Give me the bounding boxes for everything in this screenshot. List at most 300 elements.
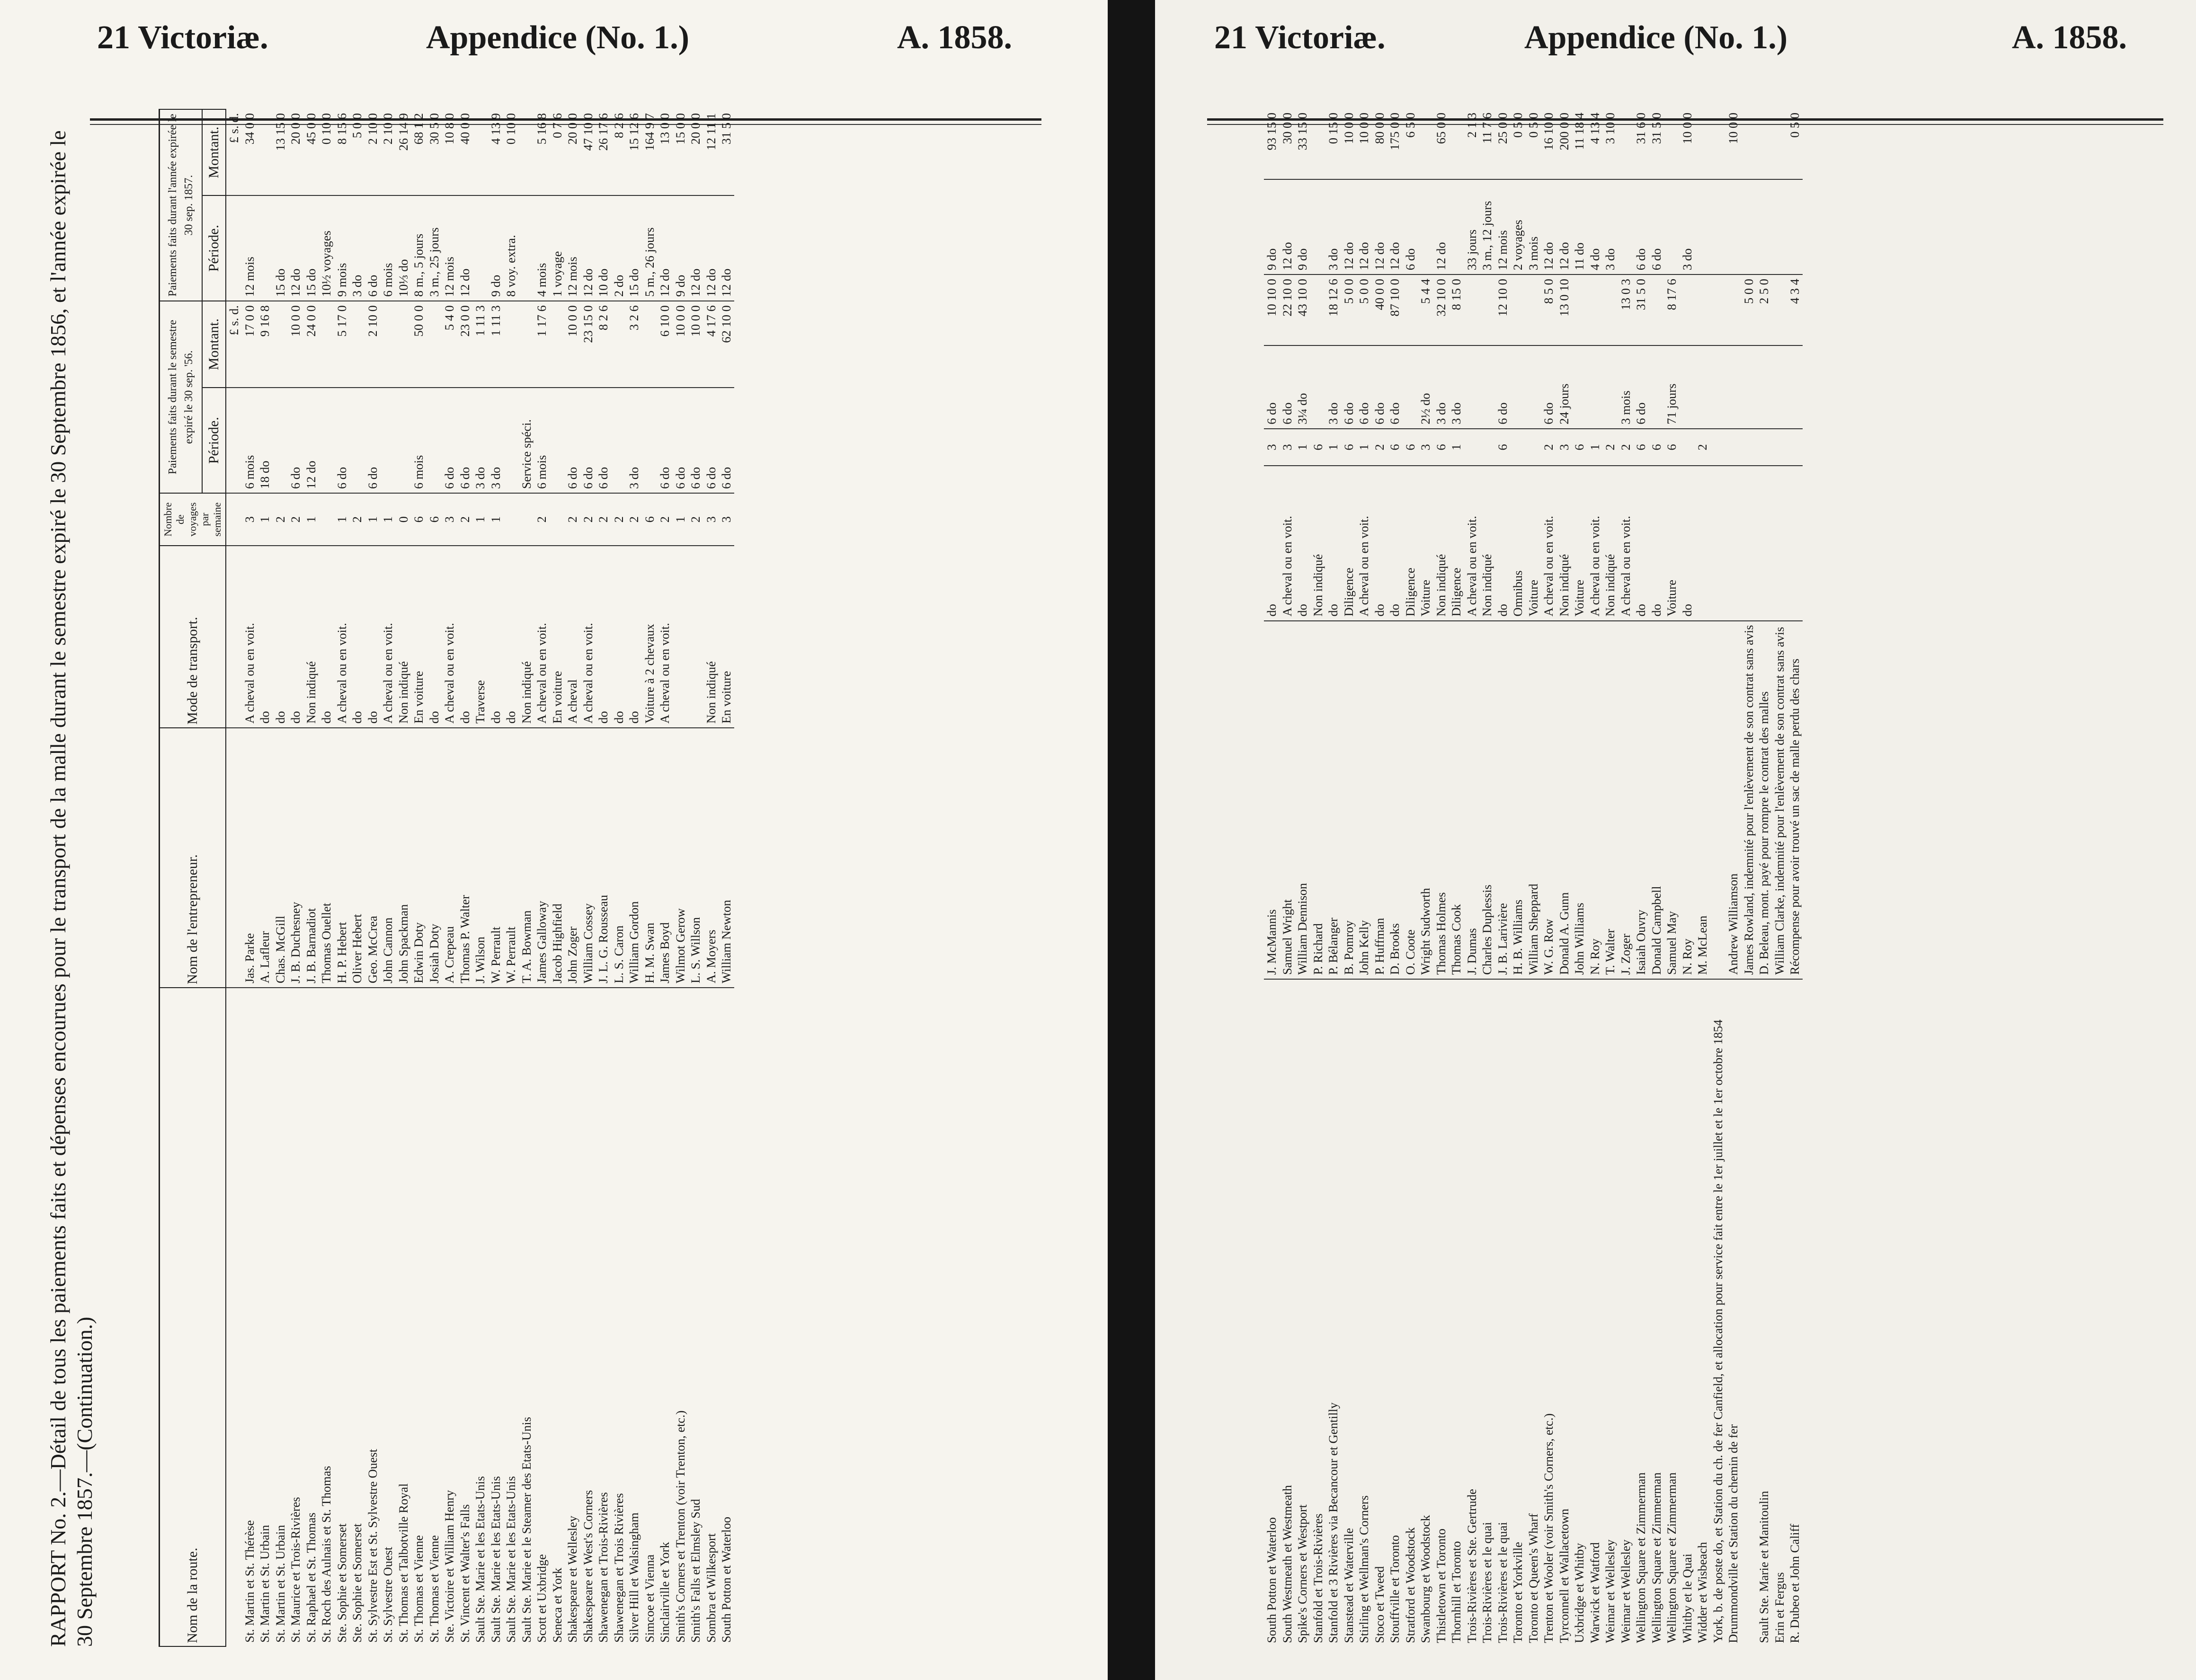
transport-mode [1695,466,1710,620]
right-header-appendix: Appendice (No. 1.) [1524,19,1788,56]
contractor-name: W. Perrault [488,728,504,988]
transport-mode: Non indiqué [396,546,411,728]
contractor-name: D. Beleau, mont. payé pour rompre le contrat des malles [1756,621,1772,979]
contractor-name: A. Crepeau [442,728,457,988]
amount-1856 [396,301,411,388]
route-name: Drummondville et Station du chemin de fer [1726,1424,1740,1643]
trips-per-week [1526,429,1541,466]
table-row [657,109,673,1646]
amount-1856: 8 2 6 [596,301,611,388]
trips-per-week: 6 [1341,429,1357,466]
amount-1856 [349,301,365,388]
period-1857: 12 do [1280,179,1295,274]
trips-per-week [1756,429,1772,466]
contractor-name: Charles Duplessis [1479,621,1495,979]
trips-per-week: 3 [442,493,457,546]
period-1856 [1756,345,1772,429]
route-name: Ste. Sophie et Somerset [334,1523,349,1643]
period-1856 [1741,345,1757,429]
route-name: St. Martin et St. Thérèse [242,1520,257,1643]
amount-1856: 5 0 0 [1356,274,1372,345]
period-1856 [1526,345,1541,429]
transport-mode: do [319,546,334,728]
contractor-name: A. Lafleur [257,728,273,988]
amount-1857: 0 7 6 [550,109,565,195]
period-1856: Service spéci. [519,388,534,493]
report-title [45,109,98,1647]
contractor-name: Oliver Hebert [349,728,365,988]
trips-per-week [1787,429,1803,466]
period-1856: 3 do [472,388,488,493]
period-1857 [1449,179,1464,274]
transport-mode: Voiture [1572,466,1587,620]
contractor-name: J. B. Larivière [1495,621,1511,979]
amount-1856 [1695,274,1710,345]
amount-1856 [1587,274,1603,345]
table-row [1356,109,1372,1647]
amount-1856: 17 0 0 [242,301,258,388]
period-1857: 8 m., 5 jours [411,195,427,301]
period-1856: 6 do [457,388,473,493]
trips-per-week [1741,429,1757,466]
amount-1856 [1310,274,1326,345]
table-row [365,109,381,1646]
period-1856: 6 do [580,388,596,493]
route-name: R. Dubeo et John Califf [1787,1524,1802,1643]
period-1857 [1418,179,1433,274]
trips-per-week: 6 [1664,429,1680,466]
amount-1857: 3 10 0 [1602,109,1618,179]
period-1857: 6 mois [380,195,396,301]
amount-1856 [1479,274,1495,345]
period-1857 [1310,179,1326,274]
transport-mode: Non indiqué [303,546,319,728]
period-1856 [1572,345,1587,429]
table-row [673,109,688,1646]
route-name: Shawenegan et Trois-Rivières [596,1492,610,1643]
table-row [1649,109,1664,1647]
trips-per-week: 1 [257,493,273,546]
route-name: St. Martin et St. Urbain [258,1525,272,1643]
period-1856: 6 do [1633,345,1649,429]
table-row [442,109,457,1646]
route-name: South Westmeath et Westmeath [1280,1485,1294,1643]
route-name: Swanbourg et Woodstock [1418,1515,1432,1643]
period-1856: 24 jours [1556,345,1572,429]
period-1857 [1695,179,1710,274]
amount-1856: 10 0 0 [673,301,688,388]
contractor-name: H. P. Hebert [334,728,350,988]
amount-1857: 31 5 0 [1649,109,1664,179]
period-1857: 3 do [1325,179,1341,274]
col-trips: Nombre de voyages par semaine [160,493,226,546]
amount-1857: 200 0 0 [1556,109,1572,179]
period-1856: 3 mois [1618,345,1634,429]
contractor-name: Samuel May [1664,621,1680,979]
transport-mode: Voiture [1526,466,1541,620]
period-1857: 9 mois [334,195,350,301]
route-name: Trois-Rivières et Ste. Gertrude [1464,1489,1479,1643]
contractor-name: O. Coote [1403,621,1418,979]
amount-1856: 5 0 0 [1341,274,1357,345]
period-1857 [472,195,488,301]
contractor-name: D. Brooks [1387,621,1403,979]
table-row [1710,109,1726,1647]
transport-mode: Diligence [1341,466,1357,620]
trips-per-week: 0 [396,493,411,546]
amount-1857: 26 14 9 [396,109,411,195]
period-1857: 2 do [611,195,627,301]
route-name: St. Thomas et Vienne [411,1535,426,1643]
route-name: Toronto et Queen's Wharf [1526,1513,1540,1643]
transport-mode: Traverse [472,546,488,728]
table-row [1387,109,1403,1647]
table-row [1664,109,1680,1647]
period-1856: 6 mois [411,388,427,493]
left-header-year: A. 1858. [897,19,1013,56]
transport-mode: do [1264,466,1280,620]
period-1856 [1649,345,1664,429]
route-name: St. Martin et St. Urbain [273,1525,287,1643]
amount-1857: 11 18 4 [1572,109,1587,179]
period-1857: 15 do [303,195,319,301]
transport-mode [673,546,688,728]
contractor-name: T. Walter [1602,621,1618,979]
table-row [1756,109,1772,1647]
contractor-name: Wilmot Gerow [673,728,688,988]
transport-mode: do [1633,466,1649,620]
contractor-name: Chas. McGill [273,728,288,988]
trips-per-week [503,493,519,546]
currency-unit-2: £ s. d. [226,109,242,195]
period-1856: 12 do [303,388,319,493]
amount-1857: 40 0 0 [457,109,473,195]
transport-mode: do [596,546,611,728]
transport-mode: Voiture à 2 chevaux [642,546,658,728]
table-row [703,109,719,1646]
transport-mode: A cheval ou en voit. [534,546,550,728]
amount-1857: 80 0 0 [1372,109,1387,179]
route-name: Seneca et York [550,1567,564,1643]
trips-per-week: 2 [611,493,627,546]
table-row [534,109,550,1646]
route-name [1741,979,1757,1647]
route-name: St. Maurice et Trois-Rivières [288,1497,302,1643]
period-1857: 33 jours [1464,179,1480,274]
amount-1856 [1725,274,1741,345]
trips-per-week: 6 [1403,429,1418,466]
period-1856 [1787,345,1803,429]
transport-mode: do [611,546,627,728]
period-1857: 3 do [349,195,365,301]
trips-per-week: 2 [457,493,473,546]
trips-per-week: 3 [1264,429,1280,466]
amount-1856: 8 17 6 [1664,274,1680,345]
amount-1857: 68 1 2 [411,109,427,195]
contractor-name: Geo. McCrea [365,728,381,988]
left-header-regnal: 21 Victoriæ. [97,19,268,56]
period-1857: 11 do [1572,179,1587,274]
trips-per-week: 1 [1449,429,1464,466]
period-1856: 18 do [257,388,273,493]
route-name: St. Vincent et Walter's Falls [457,1504,472,1643]
trips-per-week: 1 [365,493,381,546]
amount-1856 [1772,274,1787,345]
amount-1857: 4 13 9 [488,109,504,195]
route-name: St. Sylvestre Est et St. Sylvestre Ouest [365,1449,380,1643]
period-1856 [1602,345,1618,429]
contractor-name: John Cannon [380,728,396,988]
contractor-name: Wright Sudworth [1418,621,1433,979]
period-1856: 6 do [1356,345,1372,429]
contractor-name: William Gordon [626,728,642,988]
table-row [1725,109,1741,1647]
table-row [303,109,319,1646]
amount-1856: 32 10 0 [1433,274,1449,345]
amount-1857: 13 15 0 [273,109,288,195]
transport-mode: do [1372,466,1387,620]
trips-per-week: 1 [1295,429,1310,466]
period-1857: 12 mois [442,195,457,301]
period-1856: 6 do [1541,345,1556,429]
contractor-name: Edwin Doty [411,728,427,988]
period-1857 [1741,179,1757,274]
period-1857 [1710,179,1726,274]
table-row [1264,109,1280,1647]
period-1857: 12 do [288,195,303,301]
book-gutter [1108,0,1155,1680]
period-1856: 3 do [1325,345,1341,429]
contractor-name: William Clarke, indemnité pour l'enlèvement de son contrat sans avis [1772,621,1787,979]
trips-per-week: 2 [688,493,703,546]
amount-1857: 11 7 6 [1479,109,1495,179]
contractor-name: William Newton [719,728,734,988]
transport-mode: do [1495,466,1511,620]
period-1857: 6 do [365,195,381,301]
amount-1856 [1680,274,1695,345]
period-1856 [611,388,627,493]
period-1857: 2 voyages [1510,179,1526,274]
table-row [1618,109,1634,1647]
table-row [1449,109,1464,1647]
route-name: Trois-Rivières et le quai [1480,1522,1494,1643]
amount-1857 [257,109,273,195]
trips-per-week [550,493,565,546]
route-name: Wellington Square et Zimmerman [1634,1472,1648,1643]
currency-unit-1: £ s. d. [226,301,242,388]
transport-mode: do [427,546,442,728]
trips-per-week: 2 [1602,429,1618,466]
transport-mode [1710,466,1726,620]
period-1856: 6 do [1495,345,1511,429]
contractor-name: J. Dumas [1464,621,1480,979]
contractor-name: John Spackman [396,728,411,988]
period-1857: 12 do [1341,179,1357,274]
transport-mode: A cheval ou en voit. [1541,466,1556,620]
transport-mode: do [1387,466,1403,620]
period-1856: 6 do [719,388,734,493]
trips-per-week: 2 [657,493,673,546]
amount-1856: 4 3 4 [1787,274,1803,345]
amount-1856 [1526,274,1541,345]
right-header-year: A. 1858. [2012,19,2127,56]
amount-1857: 5 16 8 [534,109,550,195]
table-row [411,109,427,1646]
period-1857: 12 mois [242,195,258,301]
transport-mode: A cheval ou en voit. [1587,466,1603,620]
amount-1857: 30 0 0 [1280,109,1295,179]
col-route: Nom de la route. [160,988,226,1646]
contractor-name: James Galloway [534,728,550,988]
period-1856 [1479,345,1495,429]
period-1857: 8 voy. extra. [503,195,519,301]
left-table-body [226,109,734,1646]
contractor-name: Récompense pour avoir trouvé un sac de malle perdu des chars [1787,621,1803,979]
amount-1857: 0 10 0 [319,109,334,195]
transport-mode: Non indiqué [1479,466,1495,620]
table-row [688,109,703,1646]
table-row [1772,109,1787,1647]
period-1856: 3 do [626,388,642,493]
table-row [1295,109,1310,1647]
amount-1857 [519,109,534,195]
period-1856 [380,388,396,493]
route-name: Shakespeare et West's Corners [580,1490,595,1643]
transport-mode [1756,466,1772,620]
trips-per-week [519,493,534,546]
amount-1856: 1 11 3 [488,301,504,388]
trips-per-week: 2 [534,493,550,546]
transport-mode: Non indiqué [1556,466,1572,620]
amount-1856: 31 5 0 [1633,274,1649,345]
period-1856: 3 do [1449,345,1464,429]
transport-mode: Omnibus [1510,466,1526,620]
amount-1857: 10 8 0 [442,109,457,195]
amount-1856: 24 0 0 [303,301,319,388]
col-group-1856: Paiements faits durant le semestre expiré le 30 sep. '56. [160,301,202,493]
transport-mode: Non indiqué [1310,466,1326,620]
amount-1857: 93 15 0 [1264,109,1280,179]
right-mail-table [1264,109,1803,1647]
period-1857: 5 m., 26 jours [642,195,658,301]
amount-1856: 5 0 0 [1741,274,1757,345]
route-name: Stoco et Tweed [1372,1566,1387,1643]
trips-per-week: 2 [273,493,288,546]
table-row [642,109,658,1646]
amount-1856: 8 15 0 [1449,274,1464,345]
route-name: Trenton et Wooler (voir Smith's Corners, etc.) [1541,1413,1556,1643]
amount-1856: 40 0 0 [1372,274,1387,345]
table-row [565,109,580,1646]
amount-1856: 2 10 0 [365,301,381,388]
transport-mode: do [503,546,519,728]
route-name: Smith's Falls et Elmsley Sud [688,1499,702,1643]
route-name: St. Roch des Aulnais et St. Thomas [319,1466,333,1643]
table-row [1372,109,1387,1647]
table-row [1741,109,1757,1647]
transport-mode: A cheval ou en voit. [657,546,673,728]
period-1857: 3 mois [1526,179,1541,274]
amount-1856 [1572,274,1587,345]
route-name: Smith's Corners et Trenton (voir Trenton, etc.) [673,1410,687,1643]
contractor-name: H. M. Swan [642,728,658,988]
amount-1857: 2 10 0 [365,109,381,195]
amount-1856: 10 10 0 [1264,274,1280,345]
col-mode: Mode de transport. [160,546,226,728]
trips-per-week: 2 [288,493,303,546]
left-rotated-content [45,109,1058,1647]
transport-mode: En voiture [550,546,565,728]
transport-mode [1741,466,1757,620]
period-1856: 3 do [488,388,504,493]
amount-1857: 10 0 0 [1356,109,1372,179]
amount-1856: 10 0 0 [565,301,580,388]
transport-mode: A cheval ou en voit. [334,546,350,728]
route-name: Warwick et Watford [1587,1542,1602,1643]
trips-per-week: 2 [349,493,365,546]
period-1856 [1403,345,1418,429]
transport-mode [1772,466,1787,620]
route-name: Trois-Rivières et le quai [1495,1522,1510,1643]
transport-mode: do [1295,466,1310,620]
table-row [519,109,534,1646]
trips-per-week: 2 [565,493,580,546]
route-name: Ste. Sophie et Somerset [350,1523,364,1643]
period-1857: 12 do [1356,179,1372,274]
period-1857 [257,195,273,301]
amount-1856: 50 0 0 [411,301,427,388]
contractor-name: Jacob Highfield [550,728,565,988]
currency-row [226,109,242,1646]
trips-per-week: 1 [380,493,396,546]
amount-1857: 34 0 0 [242,109,258,195]
transport-mode: do [1325,466,1341,620]
transport-mode: do [288,546,303,728]
contractor-name: J. B. Barnadiot [303,728,319,988]
trips-per-week: 1 [488,493,504,546]
table-row [242,109,258,1646]
period-1856 [349,388,365,493]
route-name: Weimar et Wellesley [1618,1539,1633,1643]
transport-mode: do [457,546,473,728]
amount-1857 [472,109,488,195]
trips-per-week: 6 [411,493,427,546]
amount-1857 [1710,109,1726,179]
period-1856 [503,388,519,493]
route-name: South Potton et Waterloo [1264,1517,1279,1643]
contractor-name: William Cossey [580,728,596,988]
table-row [1341,109,1357,1647]
table-row [273,109,288,1646]
amount-1857: 0 15 0 [1325,109,1341,179]
col-contractor: Nom de l'entrepreneur. [160,728,226,988]
period-1857: 3 do [1602,179,1618,274]
route-name: Sombra et Wilkesport [703,1533,718,1643]
period-1856: 3 do [1433,345,1449,429]
amount-1856: 10 0 0 [688,301,703,388]
contractor-name: James Boyd [657,728,673,988]
period-1857: 12 do [1433,179,1449,274]
table-row [349,109,365,1646]
period-1857: 12 do [580,195,596,301]
contractor-name: J. McMannis [1264,621,1280,979]
contractor-name: John Kelly [1356,621,1372,979]
amount-1857: 25 0 0 [1495,109,1511,179]
table-row [580,109,596,1646]
amount-1857 [1695,109,1710,179]
period-1856: 71 jours [1664,345,1680,429]
route-name: Simcoe et Vienna [642,1554,657,1643]
